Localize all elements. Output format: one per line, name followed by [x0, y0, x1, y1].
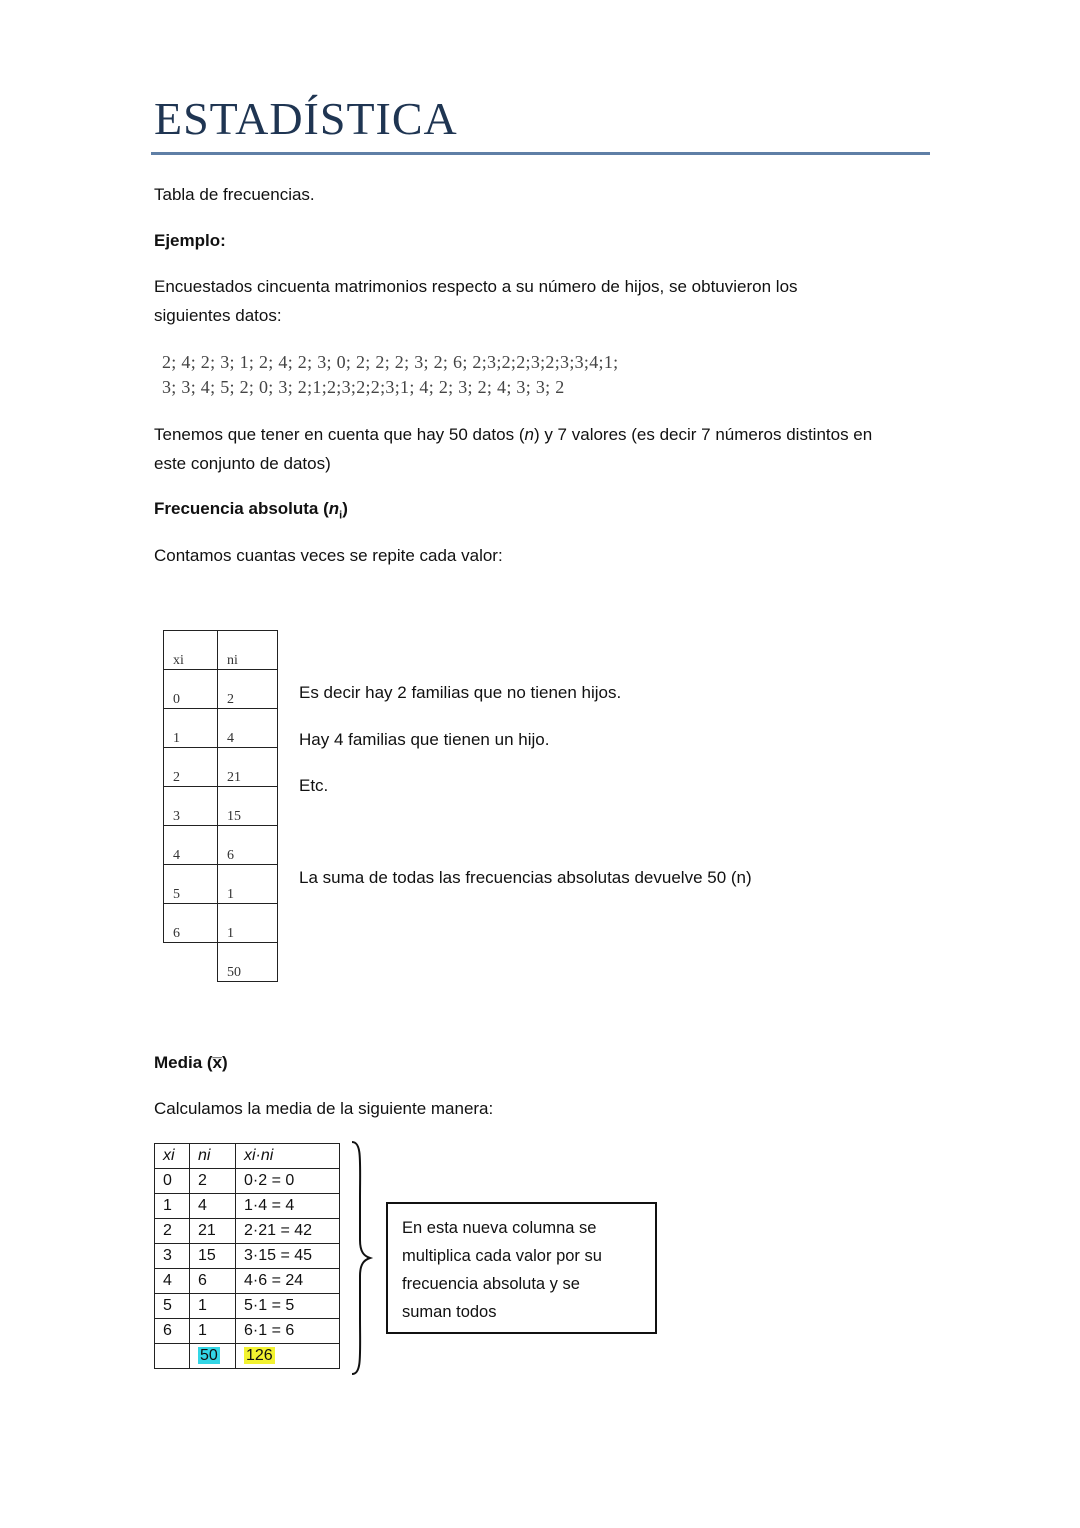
header-xi: xi [155, 1144, 190, 1169]
freq-heading-text: Frecuencia absoluta ( [154, 499, 329, 518]
count-note [154, 420, 872, 478]
cell-xi: 0 [155, 1169, 190, 1194]
cell-product: 5·1 = 5 [236, 1294, 340, 1319]
data-line-2: 3; 3; 4; 5; 2; 0; 3; 2;1;2;3;2;2;3;1; 4; 2; 3; 2; 4; 3; 3; 2 [162, 377, 565, 397]
cell-ni: 15 [218, 787, 278, 826]
header-xi: xi [164, 631, 218, 670]
cell-ni: 1 [190, 1319, 236, 1344]
cell-xi: 2 [164, 748, 218, 787]
count-note-n: n [524, 425, 534, 444]
total-n-highlight: 50 [200, 1347, 218, 1364]
header-ni: ni [218, 631, 278, 670]
example-text-line-2: siguientes datos: [154, 306, 282, 325]
cell-ni: 6 [190, 1269, 236, 1294]
table-row [155, 1194, 340, 1219]
cell-ni: 21 [218, 748, 278, 787]
table-row [155, 1294, 340, 1319]
mean-heading: Media (x̅) [154, 1053, 228, 1072]
cell-xi: 3 [155, 1244, 190, 1269]
data-line-1: 2; 4; 2; 3; 1; 2; 4; 2; 3; 0; 2; 2; 2; 3; 2; 6; 2;3;2;2;3;2;3;3;4;1; [162, 352, 619, 372]
cell-empty [164, 943, 218, 982]
header-ni: ni [190, 1144, 236, 1169]
cell-total-product [236, 1344, 340, 1369]
cell-total-n [190, 1344, 236, 1369]
freq-heading [154, 494, 348, 530]
cell-xi: 4 [164, 826, 218, 865]
cell-xi: 2 [155, 1219, 190, 1244]
cell-xi: 3 [164, 787, 218, 826]
count-note-part-3: este conjunto de datos) [154, 454, 331, 473]
table-total-row [155, 1344, 340, 1369]
header-xini: xi·ni [236, 1144, 340, 1169]
mean-text: Calculamos la media de la siguiente manera: [154, 1099, 494, 1118]
cell-ni: 1 [218, 904, 278, 943]
box-line-1: En esta nueva columna se [402, 1219, 597, 1237]
table-header-row [164, 631, 278, 670]
frequency-table [163, 630, 278, 982]
table-row [155, 1269, 340, 1294]
cell-total: 50 [218, 943, 278, 982]
cell-product: 4·6 = 24 [236, 1269, 340, 1294]
cell-product: 6·1 = 6 [236, 1319, 340, 1344]
freq-heading-sub: i [339, 509, 343, 522]
example-text [154, 272, 798, 330]
cell-ni: 6 [218, 826, 278, 865]
cell-product: 0·2 = 0 [236, 1169, 340, 1194]
table-row [155, 1244, 340, 1269]
cell-ni: 1 [190, 1294, 236, 1319]
intro-text: Tabla de frecuencias. [154, 185, 315, 204]
cell-product: 1·4 = 4 [236, 1194, 340, 1219]
table-row [164, 670, 278, 709]
table-row [164, 748, 278, 787]
table-row [164, 904, 278, 943]
total-product-highlight: 126 [246, 1347, 273, 1364]
count-note-part-2: ) y 7 valores (es decir 7 números distintos en [533, 425, 873, 444]
freq-text: Contamos cuantas veces se repite cada valor: [154, 546, 503, 565]
cell-ni: 4 [218, 709, 278, 748]
table-row [155, 1219, 340, 1244]
cell-xi: 1 [155, 1194, 190, 1219]
freq-note-2: Hay 4 familias que tienen un hijo. [299, 730, 550, 749]
table-header-row [155, 1144, 340, 1169]
cell-ni: 2 [218, 670, 278, 709]
cell-ni: 2 [190, 1169, 236, 1194]
example-heading: Ejemplo: [154, 231, 226, 250]
right-brace-icon [350, 1140, 374, 1376]
freq-heading-end: ) [342, 499, 348, 518]
table-row [155, 1169, 340, 1194]
title-underline [151, 152, 930, 155]
table-row [164, 826, 278, 865]
cell-xi: 4 [155, 1269, 190, 1294]
freq-note-3: Etc. [299, 776, 329, 795]
data-list [162, 350, 618, 400]
cell-xi: 1 [164, 709, 218, 748]
freq-heading-var: n [328, 499, 340, 518]
count-note-part-1: Tenemos que tener en cuenta que hay 50 datos ( [154, 425, 525, 444]
cell-product: 3·15 = 45 [236, 1244, 340, 1269]
table-row [164, 709, 278, 748]
page-title: ESTADÍSTICA [154, 93, 458, 144]
cell-xi: 5 [155, 1294, 190, 1319]
cell-empty [155, 1344, 190, 1369]
mean-table [154, 1143, 340, 1369]
box-line-3: frecuencia absoluta y se [402, 1275, 580, 1293]
cell-xi: 6 [155, 1319, 190, 1344]
mean-explanation-box [386, 1202, 657, 1334]
example-text-line-1: Encuestados cincuenta matrimonios respecto a su número de hijos, se obtuvieron los [154, 277, 798, 296]
table-row [164, 787, 278, 826]
cell-product: 2·21 = 42 [236, 1219, 340, 1244]
freq-note-4: La suma de todas las frecuencias absolutas devuelve 50 (n) [299, 868, 752, 887]
table-row [164, 865, 278, 904]
cell-xi: 0 [164, 670, 218, 709]
cell-ni: 21 [190, 1219, 236, 1244]
cell-xi: 5 [164, 865, 218, 904]
cell-ni: 1 [218, 865, 278, 904]
cell-ni: 15 [190, 1244, 236, 1269]
box-line-2: multiplica cada valor por su [402, 1247, 602, 1265]
cell-xi: 6 [164, 904, 218, 943]
table-row [155, 1319, 340, 1344]
freq-note-1: Es decir hay 2 familias que no tienen hijos. [299, 683, 622, 702]
table-total-row [164, 943, 278, 982]
cell-ni: 4 [190, 1194, 236, 1219]
box-line-4: suman todos [402, 1303, 497, 1321]
